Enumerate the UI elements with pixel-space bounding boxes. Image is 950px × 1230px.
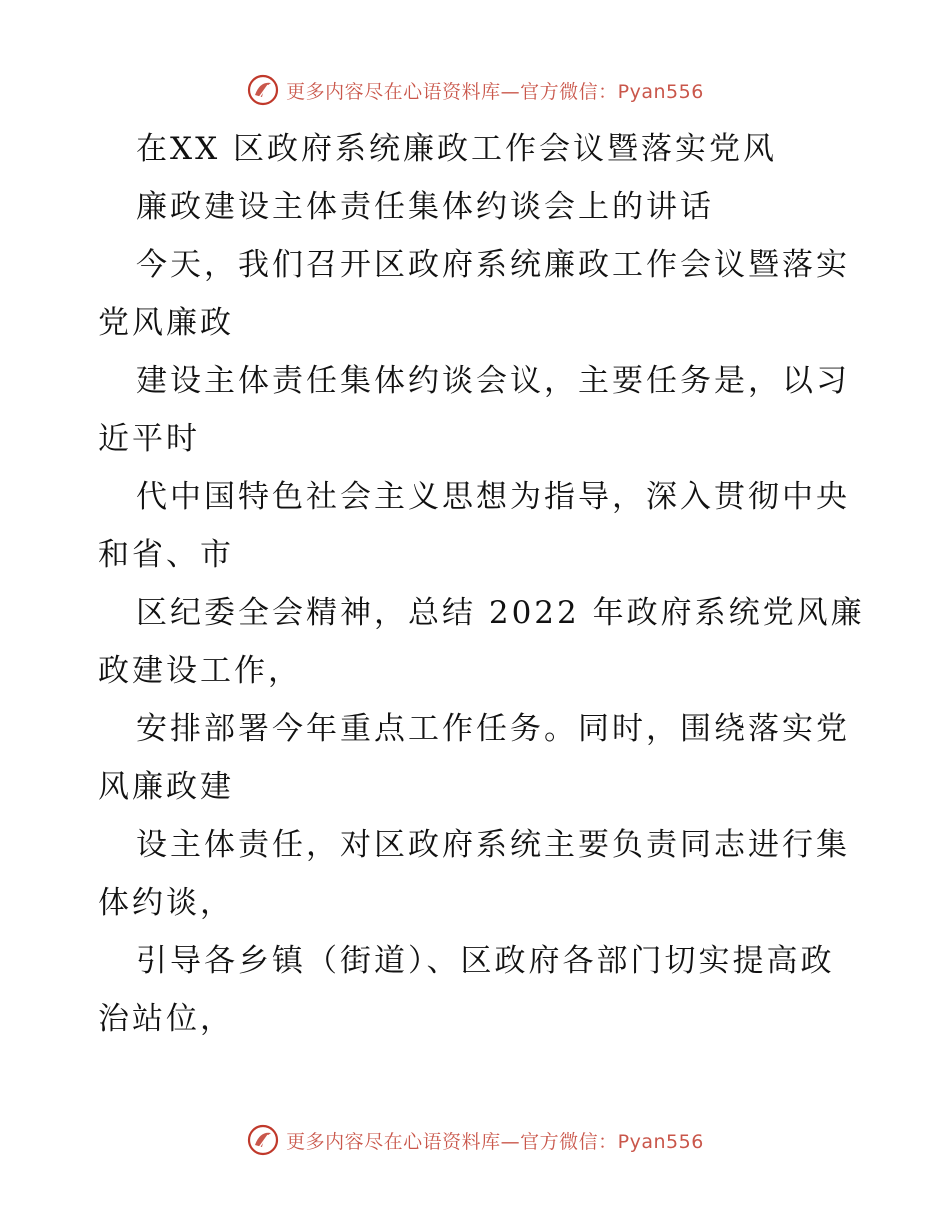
banner-slogan: 更多内容尽在心语资料库—官方微信：: [286, 80, 618, 103]
paragraph-line: 党风廉政: [98, 305, 234, 341]
brand-logo-icon: [246, 1123, 280, 1157]
paragraph-line: 近平时: [98, 421, 200, 457]
title-line-1: 在XX 区政府系统廉政工作会议暨落实党风: [136, 131, 777, 167]
paragraph-line: 政建设工作，: [98, 653, 302, 689]
paragraph-line: 建设主体责任集体约谈会议，主要任务是，以习: [136, 363, 850, 399]
title-line-2: 廉政建设主体责任集体约谈会上的讲话: [136, 189, 714, 225]
document-body: [98, 120, 865, 1048]
banner-slogan: 更多内容尽在心语资料库—官方微信：: [286, 1130, 618, 1153]
paragraph-line: 和省、市: [98, 537, 234, 573]
paragraph-line: 治站位，: [98, 1001, 234, 1037]
banner-wechat-id: Pyan556: [617, 80, 704, 103]
paragraph-line: 设主体责任，对区政府系统主要负责同志进行集: [136, 827, 850, 863]
paragraph-line: 安排部署今年重点工作任务。同时，围绕落实党: [136, 711, 850, 747]
banner-wechat-id: Pyan556: [617, 1130, 704, 1153]
paragraph-line: 引导各乡镇（街道）、区政府各部门切实提高政: [136, 943, 835, 979]
paragraph-line: 今天，我们召开区政府系统廉政工作会议暨落实: [136, 247, 850, 283]
banner-text: [286, 77, 704, 104]
paragraph-line: 风廉政建: [98, 769, 234, 805]
paragraph-line: 代中国特色社会主义思想为指导，深入贯彻中央: [136, 479, 850, 515]
header-banner: [0, 70, 950, 110]
paragraph-line: 区纪委全会精神，总结 2022 年政府系统党风廉: [136, 595, 865, 631]
brand-logo-icon: [246, 73, 280, 107]
footer-banner: [0, 1120, 950, 1160]
paragraph-line: 体约谈，: [98, 885, 234, 921]
banner-text: [286, 1127, 704, 1154]
